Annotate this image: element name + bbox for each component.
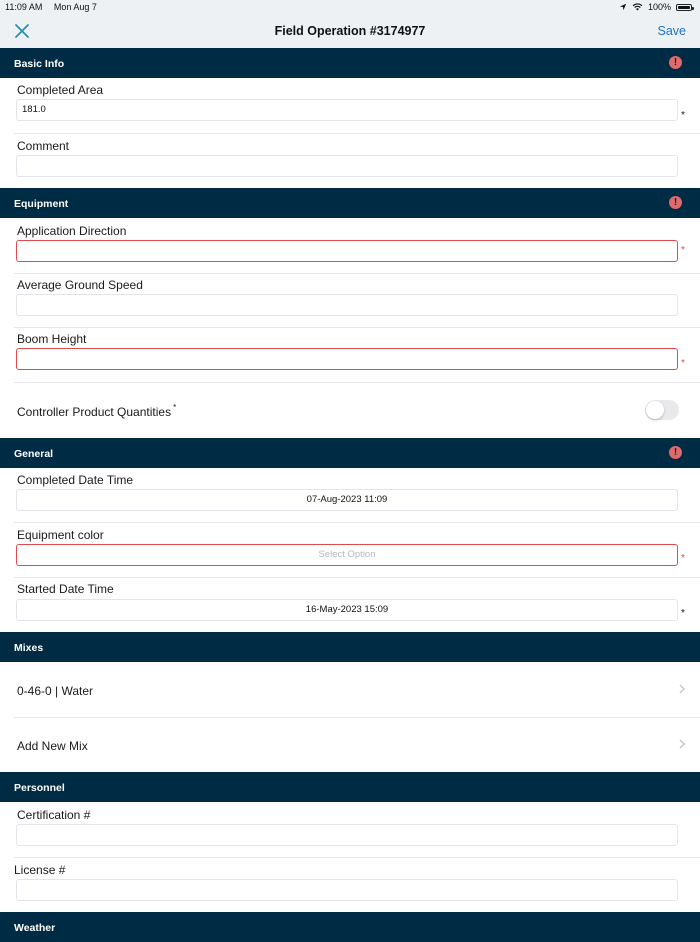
- section-header-equipment: [0, 188, 700, 218]
- divider: [14, 577, 700, 578]
- mix-item-label: 0-46-0 | Water: [17, 684, 94, 698]
- divider: [14, 327, 700, 328]
- license-label: License #: [14, 863, 66, 877]
- divider: [14, 857, 700, 858]
- completed-date-time-input[interactable]: 07-Aug-2023 11:09: [16, 489, 678, 511]
- application-direction-input[interactable]: [16, 240, 678, 262]
- section-header-general: [0, 438, 700, 468]
- completed-date-time-label: Completed Date Time: [17, 473, 134, 487]
- started-date-time-input[interactable]: 16-May-2023 15:09: [16, 599, 678, 621]
- controller-product-quantities-toggle[interactable]: [645, 400, 679, 420]
- application-direction-label: Application Direction: [17, 224, 127, 238]
- alert-icon: !: [669, 446, 682, 459]
- section-header-mixes: [0, 632, 700, 662]
- add-new-mix-label: Add New Mix: [17, 739, 88, 753]
- navigation-bar: [0, 14, 700, 48]
- controller-product-quantities-label: Controller Product Quantities *: [17, 403, 177, 419]
- save-button[interactable]: Save: [657, 24, 686, 38]
- average-ground-speed-label: Average Ground Speed: [17, 278, 143, 292]
- license-input[interactable]: [16, 879, 678, 901]
- boom-height-input[interactable]: [16, 348, 678, 370]
- comment-label: Comment: [17, 139, 70, 153]
- section-title: Mixes: [14, 642, 44, 654]
- mix-item[interactable]: [0, 663, 700, 717]
- section-title: Equipment: [14, 198, 69, 210]
- page-title: Field Operation #3174977: [274, 24, 426, 38]
- equipment-color-placeholder: Select Option: [318, 549, 376, 560]
- alert-icon: !: [669, 196, 682, 209]
- battery-percent: 100%: [647, 2, 671, 12]
- boom-height-label: Boom Height: [17, 332, 87, 346]
- status-date: Mon Aug 7: [53, 2, 97, 12]
- required-marker: *: [681, 245, 685, 256]
- status-time: 11:09 AM: [5, 2, 43, 12]
- comment-input[interactable]: [16, 155, 678, 177]
- add-new-mix-row[interactable]: [0, 718, 700, 772]
- certification-input[interactable]: [16, 824, 678, 846]
- required-marker: *: [681, 110, 685, 121]
- completed-area-input[interactable]: 181.0: [16, 99, 678, 121]
- wifi-icon: [632, 3, 643, 11]
- divider: [14, 522, 700, 523]
- equipment-color-select[interactable]: [16, 544, 678, 566]
- completed-area-label: Completed Area: [17, 83, 104, 97]
- section-title: General: [14, 448, 54, 460]
- section-title: Personnel: [14, 782, 65, 794]
- certification-label: Certification #: [17, 808, 91, 822]
- divider: [14, 382, 700, 383]
- alert-icon: !: [669, 56, 682, 69]
- battery-icon: [676, 4, 692, 11]
- started-date-time-label: Started Date Time: [17, 582, 114, 596]
- equipment-color-label: Equipment color: [17, 528, 104, 542]
- required-marker: *: [681, 608, 685, 619]
- status-bar: [0, 0, 700, 14]
- divider: [14, 133, 700, 134]
- chevron-right-icon: [678, 738, 686, 750]
- required-marker: *: [681, 358, 685, 369]
- chevron-right-icon: [678, 683, 686, 695]
- required-marker: *: [681, 553, 685, 564]
- location-arrow-icon: [619, 3, 627, 11]
- section-header-personnel: [0, 772, 700, 802]
- section-title: Basic Info: [14, 58, 65, 70]
- divider: [14, 273, 700, 274]
- toggle-knob: [646, 401, 664, 419]
- section-title: Weather: [14, 922, 56, 934]
- section-header-basic-info: [0, 48, 700, 78]
- section-header-weather: [0, 912, 700, 942]
- average-ground-speed-input[interactable]: [16, 294, 678, 316]
